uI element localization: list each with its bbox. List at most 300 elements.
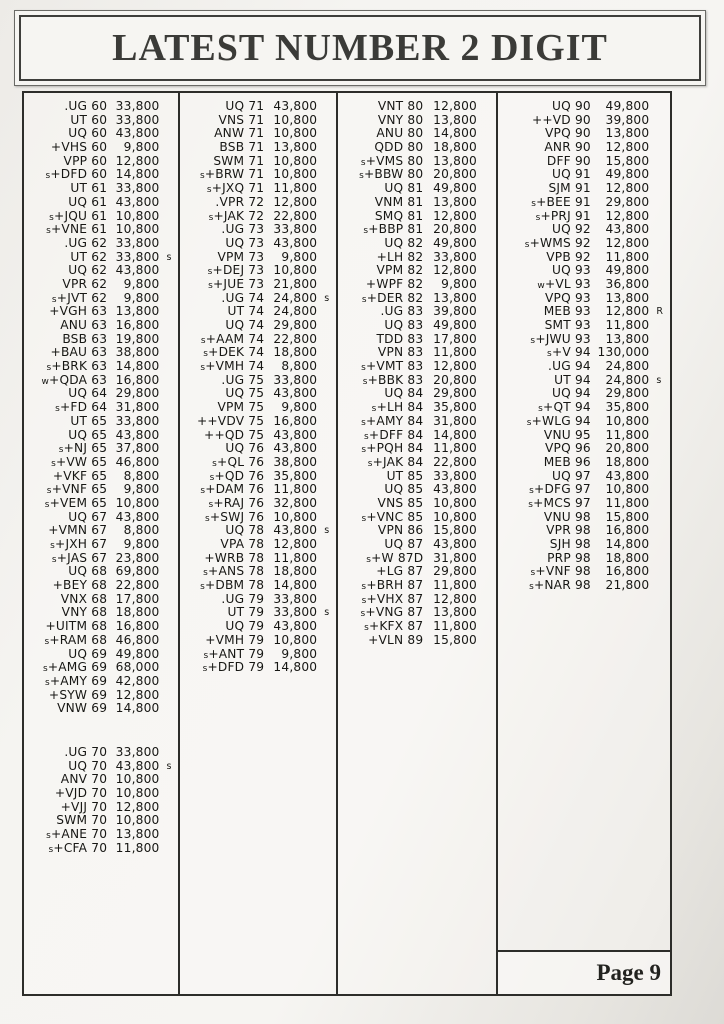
price-row [180,511,336,525]
price-value: 10,800 [115,222,160,237]
plate-code: TDD 83 [376,331,424,346]
price-flag [160,264,178,278]
price-row [498,100,670,114]
price-row [180,374,336,388]
price-value: 16,800 [115,372,160,387]
plate-code: UQ 94 [551,386,591,401]
price-row [180,387,336,401]
price-value: 29,800 [605,386,650,401]
plate-code: UT 61 [70,181,108,196]
price-value: 17,800 [433,331,478,346]
plate-code: UQ 90 [551,99,591,113]
price-row [338,552,496,566]
price-value: 32,800 [273,495,318,510]
price-row [24,305,178,319]
price-value: 43,800 [115,263,160,278]
price-flag [649,100,670,114]
plate-code: s+AMG 69 [42,660,108,675]
plate-code: s+RAJ 76 [208,495,265,510]
price-row [24,319,178,333]
price-flag [649,524,670,538]
price-value: 8,800 [123,523,160,538]
code-prefix: s [203,349,209,360]
price-value: 33,800 [273,605,318,620]
price-row [180,223,336,237]
price-row [498,387,670,401]
code-prefix: s [361,445,367,456]
plate-code: +WRB 78 [204,550,265,565]
price-value: 19,800 [115,331,160,346]
price-row [180,579,336,593]
price-row [24,100,178,114]
price-flag [477,346,496,360]
price-row [24,552,178,566]
price-flag [649,319,670,333]
plate-code: +UITM 68 [45,619,108,634]
price-row [180,114,336,128]
price-flag [317,470,336,484]
code-prefix: s [200,363,206,374]
price-value: 12,800 [605,140,650,155]
price-row [24,814,178,828]
price-value: 18,800 [115,605,160,620]
price-value: 33,800 [433,468,478,483]
price-value: 22,800 [273,331,318,346]
price-row [24,155,178,169]
code-prefix: s [531,198,537,209]
price-value: 13,800 [433,290,478,305]
plate-code: UT 74 [227,304,265,319]
price-row [338,470,496,484]
price-row [180,141,336,155]
price-flag [649,196,670,210]
price-flag [477,552,496,566]
price-flag [317,593,336,607]
code-prefix: s [42,664,48,675]
price-row [24,429,178,443]
price-row [24,801,178,815]
plate-code: SJH 98 [549,537,591,551]
plate-code: +VLN 89 [368,632,424,647]
price-row [180,552,336,566]
price-row [498,497,670,511]
price-flag [649,223,670,237]
price-flag [160,114,178,128]
code-prefix: s [50,541,56,551]
price-value: 10,800 [433,495,478,510]
price-row [338,456,496,470]
plate-code: UQ 71 [225,99,265,113]
plate-code: s+DFG 97 [529,482,591,497]
price-row [338,401,496,415]
plate-code: UQ 73 [225,235,265,250]
price-value: 12,800 [433,591,478,606]
price-row [498,470,670,484]
price-value: 9,800 [281,249,318,264]
price-row [24,648,178,662]
price-row [498,415,670,429]
price-flag [317,387,336,401]
price-value: 10,800 [273,263,318,278]
price-row [338,538,496,552]
price-flag [317,210,336,224]
plate-code: +WPF 82 [365,276,424,291]
price-flag [317,511,336,525]
code-prefix: s [44,499,50,510]
price-flag [649,565,670,579]
plate-code: VPN 86 [377,523,424,538]
price-row [24,168,178,182]
price-value: 9,800 [281,646,318,661]
price-value: 49,800 [433,318,478,332]
plate-code: UQ 70 [68,758,108,773]
price-flag [160,746,178,760]
price-flag [477,360,496,374]
code-prefix: s [203,568,209,579]
price-row [338,127,496,141]
plate-code: .UG 74 [221,290,265,305]
plate-code: s+VNE 61 [46,222,108,237]
price-row [180,497,336,511]
price-table [22,91,672,996]
price-value: 130,000 [597,345,650,360]
plate-code: VPR 98 [546,523,591,538]
price-row [180,251,336,265]
plate-code: UQ 65 [68,427,108,442]
price-value: 46,800 [115,632,160,647]
price-flag [649,415,670,429]
price-row [338,223,496,237]
price-flag [477,127,496,141]
price-row [24,511,178,525]
price-value: 13,800 [605,290,650,305]
price-row [24,470,178,484]
plate-code: MEB 96 [543,454,591,469]
price-value: 17,800 [115,591,160,606]
price-row [180,305,336,319]
price-row [338,264,496,278]
price-value: 14,800 [433,126,478,141]
price-row [24,620,178,634]
price-value: 29,800 [273,318,318,332]
code-prefix: s [207,267,213,278]
plate-code: UQ 62 [68,263,108,278]
price-flag [317,429,336,443]
price-value: 20,800 [433,167,478,182]
price-value: 37,800 [115,441,160,456]
price-row [338,305,496,319]
price-flag [317,620,336,634]
price-value: 43,800 [273,619,318,634]
plate-code: .UG 83 [380,304,424,319]
price-row [180,264,336,278]
price-row [24,210,178,224]
plate-code: VNU 95 [543,427,591,442]
price-flag [477,524,496,538]
price-value: 14,800 [273,660,318,675]
price-row [180,470,336,484]
code-prefix: s [51,554,57,565]
price-flag [160,401,178,415]
code-prefix: s [44,677,50,688]
price-row [24,346,178,360]
price-flag [477,401,496,415]
plate-code: s+MCS 97 [528,495,591,510]
code-prefix: s [359,171,364,182]
price-value: 13,800 [115,827,160,842]
price-flag [160,511,178,525]
plate-code: UQ 84 [384,386,424,401]
code-prefix: w [41,376,50,387]
plate-code: s+DER 82 [361,290,424,305]
price-row [180,415,336,429]
price-flag [649,182,670,196]
price-flag [160,620,178,634]
price-row [24,374,178,388]
price-value: 14,800 [433,427,478,442]
price-row [24,401,178,415]
plate-code: +VMN 67 [48,523,108,538]
price-flag [317,456,336,470]
code-prefix: s [58,445,64,456]
price-row [338,415,496,429]
plate-code: .UG 79 [221,591,265,606]
plate-code: UQ 69 [68,646,108,661]
price-row [24,689,178,703]
price-flag [160,305,178,319]
price-flag [317,634,336,648]
plate-code: VNT 80 [377,99,424,113]
price-flag [160,787,178,801]
price-flag [317,127,336,141]
plate-code: VNM 81 [374,194,424,209]
price-flag [160,470,178,484]
plate-code: ANU 63 [60,318,108,332]
price-flag: s [324,292,330,304]
plate-code: s+PQH 84 [361,441,424,456]
price-flag [477,168,496,182]
price-value: 68,000 [115,660,160,675]
price-column-2 [180,93,338,994]
price-flag [649,497,670,511]
price-row [24,456,178,470]
plate-code: UQ 81 [384,181,424,196]
plate-code: s+DFF 84 [364,427,424,442]
price-row [498,565,670,579]
price-row [24,141,178,155]
code-prefix: s [212,458,218,469]
plate-code: UQ 60 [68,126,108,141]
price-row [498,127,670,141]
price-row [338,278,496,292]
price-value: 16,800 [115,619,160,634]
price-value: 12,800 [433,263,478,278]
price-row [498,305,670,319]
code-prefix: w [537,280,545,291]
price-flag [477,305,496,319]
price-value: 10,800 [605,413,650,428]
plate-code: s+VMS 80 [360,153,424,168]
price-value: 9,800 [281,400,318,415]
code-prefix: s [46,831,51,842]
price-row [498,141,670,155]
price-value: 43,800 [273,523,318,538]
price-flag [477,511,496,525]
plate-code: ANU 80 [376,126,424,141]
code-prefix: s [44,636,50,647]
price-flag [649,141,670,155]
price-value: 10,800 [115,772,160,787]
price-value: 43,800 [115,509,160,524]
plate-code: UT 94 [554,372,591,387]
price-row [338,483,496,497]
price-row [338,319,496,333]
code-prefix: s [371,404,377,415]
price-row [24,237,178,251]
price-row [24,565,178,579]
price-value: 12,800 [605,181,650,196]
price-value: 35,800 [433,400,478,415]
price-value: 9,800 [123,290,160,305]
plate-code: s+RAM 68 [44,632,108,647]
price-value: 14,800 [605,537,650,551]
price-flag [649,127,670,141]
code-prefix: s [45,171,51,182]
price-flag [317,442,336,456]
price-flag [317,497,336,511]
price-value: 12,800 [115,687,160,702]
price-flag [317,415,336,429]
plate-code: UT 60 [70,112,108,127]
code-prefix: s [51,294,57,305]
price-flag [160,346,178,360]
price-value: 33,800 [273,372,318,387]
price-value: 43,800 [433,482,478,497]
price-row [24,538,178,552]
price-flag [477,100,496,114]
price-flag [160,442,178,456]
plate-code: VNS 71 [218,112,265,127]
price-value: 9,800 [123,140,160,155]
price-flag [160,333,178,347]
price-flag [160,415,178,429]
price-value: 10,800 [273,126,318,141]
price-row [338,100,496,114]
price-row [498,360,670,374]
price-row [180,196,336,210]
plate-code: MEB 93 [543,304,591,319]
price-row [498,429,670,443]
plate-code: s+JWU 93 [530,331,591,346]
code-prefix: s [51,458,56,469]
price-value: 20,800 [433,222,478,237]
price-flag [477,470,496,484]
plate-code: BSB 71 [219,140,265,155]
price-row [498,401,670,415]
price-flag [477,387,496,401]
price-flag [317,552,336,566]
price-value: 43,800 [273,386,318,401]
price-value: 24,800 [273,290,318,305]
price-value: 33,800 [273,591,318,606]
plate-code: s+AAM 74 [200,331,265,346]
price-row [338,511,496,525]
price-row [498,196,670,210]
price-value: 20,800 [605,441,650,456]
price-value: 33,800 [115,235,160,250]
price-flag [160,155,178,169]
plate-code: SJM 91 [548,181,591,196]
plate-code: UQ 85 [384,482,424,497]
price-flag [649,401,670,415]
plate-code: s+BBK 83 [362,372,424,387]
code-prefix: s [208,499,214,510]
plate-code: +LG 87 [376,564,424,579]
price-flag [649,346,670,360]
price-flag [160,565,178,579]
price-value: 10,800 [115,813,160,828]
price-row [338,182,496,196]
code-prefix: s [200,582,205,593]
plate-code: VPQ 93 [545,290,591,305]
price-flag [160,606,178,620]
plate-code: s+DBM 78 [200,578,265,593]
plate-code: ++VDV 75 [196,413,265,428]
price-row [180,292,336,306]
price-flag [477,483,496,497]
price-flag [160,634,178,648]
code-prefix: s [46,363,52,374]
plate-code: UQ 93 [551,263,591,278]
price-value: 13,800 [433,153,478,168]
plate-code: ANR 90 [544,140,591,155]
price-value: 13,800 [433,605,478,620]
price-value: 14,800 [273,578,318,593]
price-value: 22,800 [433,454,478,469]
plate-code: ++QD 75 [204,427,265,442]
price-row [498,579,670,593]
plate-code: UQ 67 [68,509,108,524]
price-value: 11,800 [273,550,318,565]
price-row [498,524,670,538]
plate-code: UQ 75 [225,386,265,401]
plate-code: VPB 92 [546,249,591,264]
price-row [180,442,336,456]
price-flag: R [656,306,663,318]
price-column-1 [24,93,180,994]
price-flag [160,524,178,538]
price-flag [160,223,178,237]
plate-code: s+VMT 83 [361,359,424,374]
plate-code: s+ANE 70 [46,827,108,842]
price-flag [160,168,178,182]
plate-code: w+VL 93 [537,276,591,291]
price-flag [160,182,178,196]
price-value: 49,800 [433,181,478,196]
price-flag [317,114,336,128]
plate-code: s+JAS 67 [51,550,108,565]
price-row [338,374,496,388]
price-flag [317,333,336,347]
price-row [180,333,336,347]
price-row [24,634,178,648]
price-row [180,155,336,169]
price-value: 10,800 [273,632,318,647]
price-flag [477,182,496,196]
price-flag: s [324,607,330,619]
plate-code: UQ 61 [68,194,108,209]
price-value: 31,800 [433,550,478,565]
